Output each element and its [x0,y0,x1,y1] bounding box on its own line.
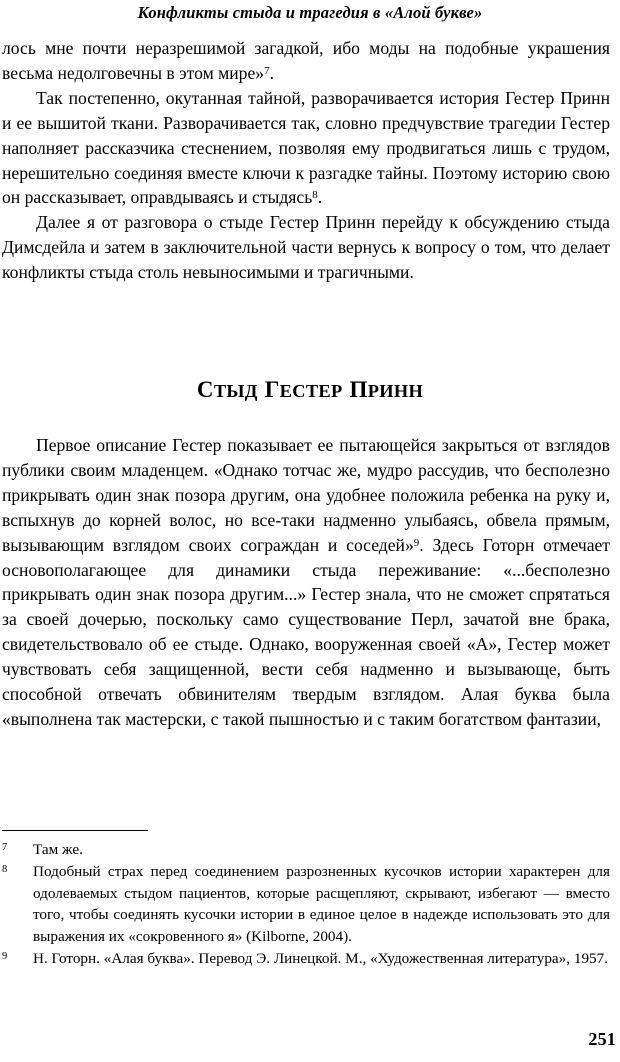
running-head: Конфликты стыда и трагедия в «Алой букве» [137,3,483,22]
heading-initial: П [349,377,368,402]
paragraph-text: Далее я от разговора о стыде Гестер Принн перейду к обсуждению стыда Димсдейла и затем в заключительной части вернусь к вопросу о том, что делает конфликты стыда столь невыносимыми и трагичными. [2,212,610,283]
body-text-main [2,433,610,732]
paragraph-text: Первое описание Гестер показывает ее пытающейся закрыться от взглядов публики своим младенцем. «Однако тотчас же, мудро рассудив, что бесполезно прикрывать один знак позора другим, она удобнее положила ребенка на руку и, вспыхнув до корней волос, но все-таки надменно улыбаясь, обвела прямым, вызывающим взглядом своих сограждан и соседей» [2,435,610,555]
footnote-separator-rule [2,830,148,831]
paragraph-text-tail: . Здесь Готорн отмечает основополагающее для динамики стыда переживание: «...бесполезно прикрывать один знак позора другим...» Гестер знала, что не сможет спрятаться за своей дочерью, поскольку само существование Перл, зачатой вне брака, свидетельствовало об ее стыде. Однако, вооруженная своей «А», Гестер может чувствовать себя защищенной, вести себя надменно и вызывающе, быть способной отвечать обвинителям твердым взглядом. Алая буква была «выполнена так мастерски, с такой пышностью и с таким богатством фантазии, [2,534,611,729]
section-heading [0,376,620,405]
heading-word [265,377,343,402]
page-number: 251 [588,1029,616,1049]
heading-word [197,377,258,402]
paragraph [2,433,610,732]
footnote-ref-9[interactable]: 9 [413,536,420,549]
footnotes-block [2,839,610,970]
paragraph [2,86,610,211]
heading-rest: ЕСТЕР [279,381,343,401]
paragraph-text: лось мне почти неразрешимой загадкой, ибо моды на подобные украшения весьма недолговечны в этом мире» [2,38,610,83]
footnote-item [2,861,610,947]
paragraph [2,36,610,86]
footnote-ref-7[interactable]: 7 [264,64,270,77]
footnote-marker: 8 [2,864,8,876]
footnote-marker: 9 [2,951,8,963]
footnote-text: Там же. [33,841,83,858]
heading-rest: ТЫД [213,381,258,401]
heading-initial: Г [264,377,280,402]
footnote-text: Н. Готорн. «Алая буква». Перевод Э. Линецкой. М., «Художественная литература», 1957. [33,950,609,968]
body-text-top [2,36,610,285]
footnote-item [2,948,610,969]
paragraph-text-tail: . [317,187,323,208]
paragraph [2,210,610,285]
footnote-item [2,839,610,860]
footnote-marker: 7 [2,842,8,853]
heading-word [350,377,424,402]
footnote-text: Подобный страх перед соединением разрозненных кусочков истории характерен для одолеваемых стыдом пациентов, которые расщепляют, скрывают, избегают — вместо того, чтобы соединять кусочки истории в единое целое в надежде использовать это для выражения их «сокровенного я» (Kilborne, 2004). [33,863,610,945]
footnote-ref-8[interactable]: 8 [312,189,318,202]
heading-rest: РИНН [367,381,424,401]
paragraph-text: Так постепенно, окутанная тайной, разворачивается история Гестер Принн и ее вышитой ткани. Разворачивается так, словно предчувствие трагедии Гестер наполняет рассказчика стеснением, позволяя ему продвигаться лишь с трудом, нерешительно соединяя вместе ключи к разгадке тайны. Поэтому историю свою он рассказывает, оправдываясь и стыдясь [2,87,610,208]
paragraph-text-tail: . [269,62,274,83]
heading-initial: С [196,377,214,402]
